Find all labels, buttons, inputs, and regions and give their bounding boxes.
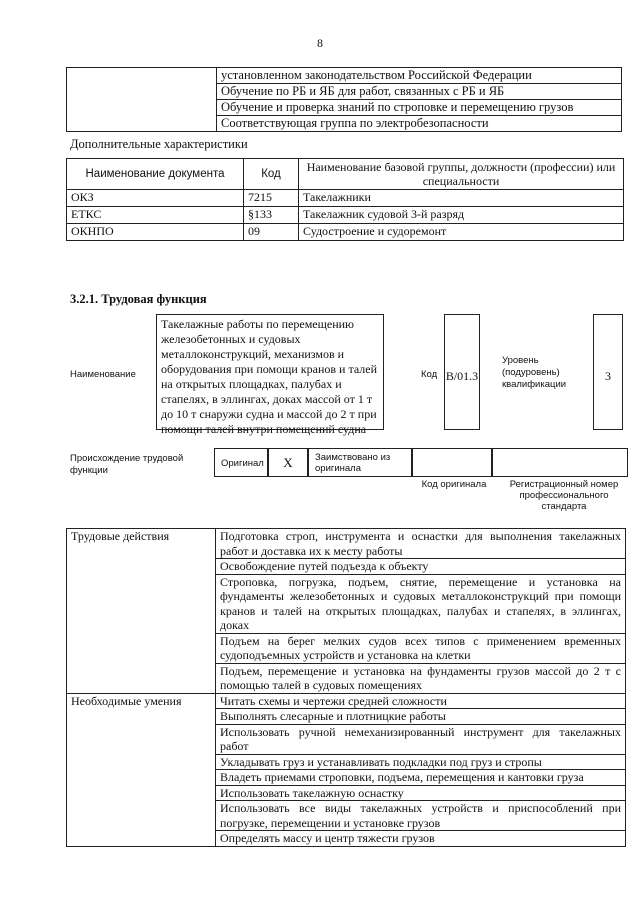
borrowed-label: Заимствовано из оригинала <box>315 452 391 474</box>
additional-characteristics-title: Дополнительные характеристики <box>70 137 248 151</box>
requirements-values-cell <box>217 68 622 132</box>
name-cell: Судостроение и судоремонт <box>299 224 624 241</box>
qualification-level-label: Уровень (подуровень) квалификации <box>502 355 567 390</box>
original-mark: X <box>283 455 293 470</box>
header-base-group: Наименование базовой группы, должности (профессии) или специальности <box>299 159 624 190</box>
labor-action-item: Подъем на берег мелких судов всех типов с применением временных судоподъемных устройств и установка на клетки <box>216 633 626 663</box>
original-label: Оригинал <box>221 458 264 469</box>
requirement-line: Обучение по РБ и ЯБ для работ, связанных с РБ и ЯБ <box>217 83 621 99</box>
function-code-label: Код <box>421 369 438 380</box>
requirements-table-continuation <box>66 67 622 132</box>
table-row <box>67 190 624 207</box>
requirement-line: Соответствующая группа по электробезопасности <box>217 115 621 131</box>
original-code-caption: Код оригинала <box>421 479 487 490</box>
code-cell: 09 <box>244 224 299 241</box>
labor-action-item: Освобождение путей подъезда к объекту <box>216 559 626 575</box>
labor-actions-label: Трудовые действия <box>67 529 216 694</box>
skill-item: Выполнять слесарные и плотницкие работы <box>216 709 626 725</box>
requirement-line: Обучение и проверка знаний по строповке и перемещению грузов <box>217 99 621 115</box>
additional-characteristics-table <box>66 158 624 241</box>
requirement-line: установленном законодательством Российской Федерации <box>221 68 532 82</box>
labor-action-item: Строповка, погрузка, подъем, снятие, перемещение и установка на фундаменты железобетонных и судовых металлоконструкций при помощи кранов и талей на открытых площадках, палубах и стапелях, в эллингах, доках <box>216 574 626 633</box>
skill-item: Владеть приемами строповки, подъема, перемещения и кантовки груза <box>216 770 626 786</box>
code-cell: §133 <box>244 207 299 224</box>
header-code: Код <box>244 159 299 190</box>
original-label-cell <box>214 448 268 477</box>
table-row <box>67 224 624 241</box>
labor-action-item: Подготовка строп, инструмента и оснастки для выполнения такелажных работ и доставка их к месту работы <box>216 529 626 559</box>
labor-details-table <box>66 528 626 847</box>
skill-item: Использовать такелажную оснастку <box>216 785 626 801</box>
function-code-box: В/01.3 <box>444 314 480 430</box>
header-document-name: Наименование документа <box>67 159 244 190</box>
original-code-cell <box>412 448 492 477</box>
doc-cell: ОКЗ <box>67 190 244 207</box>
page-number: 8 <box>317 36 323 50</box>
name-cell: Такелажник судовой 3-й разряд <box>299 207 624 224</box>
labor-action-item: Подъем, перемещение и установка на фундаменты грузов массой до 2 т с помощью талей в судовых помещениях <box>216 663 626 693</box>
function-name-box: Такелажные работы по перемещению железобетонных и судовых металлоконструкций, механизмов и оборудования при помощи кранов и талей на открытых площадках, палубах и стапелях, в эллингах, доках массой от 1 т до 10 т снаружи судна и массой до 2 т при помощи талей внутри помещений судна <box>156 314 384 430</box>
registration-number-caption: Регистрационный номер профессионального стандарта <box>509 479 619 512</box>
doc-cell: ЕТКС <box>67 207 244 224</box>
table-row <box>67 207 624 224</box>
labor-function-title: 3.2.1. Трудовая функция <box>70 292 207 306</box>
doc-cell: ОКНПО <box>67 224 244 241</box>
name-cell: Такелажники <box>299 190 624 207</box>
skill-item: Использовать все виды такелажных устройств и приспособлений при погрузке, перемещении и установке грузов <box>216 801 626 831</box>
qualification-level-box: 3 <box>593 314 623 430</box>
skill-item: Использовать ручной немеханизированный инструмент для такелажных работ <box>216 724 626 754</box>
function-name-label: Наименование <box>70 369 136 380</box>
requirements-label-cell <box>67 68 217 132</box>
registration-number-cell <box>492 448 628 477</box>
skill-item: Укладывать груз и устанавливать подкладки под груз и стропы <box>216 754 626 770</box>
borrowed-label-cell <box>308 448 412 477</box>
function-origin-label: Происхождение трудовой функции <box>70 453 184 476</box>
code-cell: 7215 <box>244 190 299 207</box>
skill-item: Определять массу и центр тяжести грузов <box>216 831 626 847</box>
required-skills-label: Необходимые умения <box>67 693 216 846</box>
skill-item: Читать схемы и чертежи средней сложности <box>216 693 626 709</box>
original-mark-cell <box>268 448 308 477</box>
